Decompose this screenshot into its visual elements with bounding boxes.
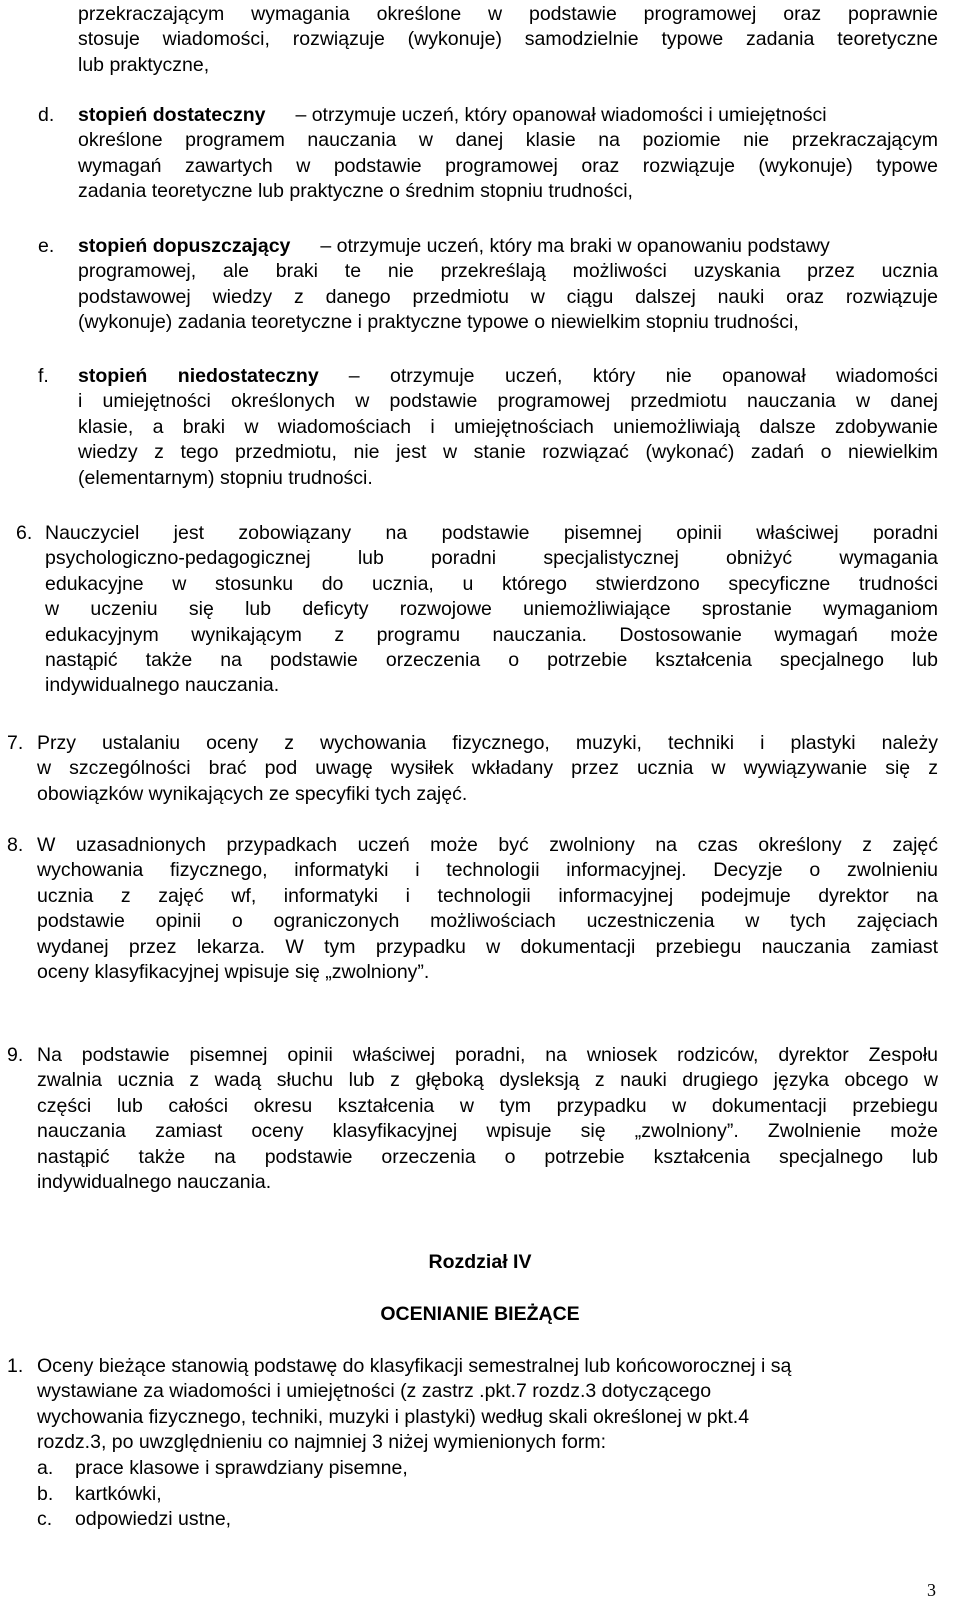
list-label-7: 7. bbox=[7, 732, 24, 754]
text-line: zadania teoretyczne lub praktyczne o średnim stopniu trudności, bbox=[78, 180, 633, 203]
text-segment: – otrzymuje uczeń, który nie opanował wiadomości bbox=[348, 365, 938, 387]
chapter-heading: Rozdział IV bbox=[428, 1251, 532, 1273]
section-heading: OCENIANIE BIEŻĄCE bbox=[380, 1303, 580, 1325]
list-label-9: 9. bbox=[7, 1044, 24, 1066]
item-9-paragraph bbox=[37, 1043, 938, 1195]
grade-d-paragraph bbox=[78, 103, 938, 205]
grade-e-paragraph bbox=[78, 234, 938, 336]
list-label-e: e. bbox=[38, 235, 55, 257]
grade-term: stopień dopuszczający bbox=[78, 235, 291, 257]
text-line: Oceny bieżące stanowią podstawę do klasyfikacji semestralnej lub końcoworocznej i są bbox=[37, 1355, 792, 1377]
text-line: lub praktyczne, bbox=[78, 53, 210, 76]
text-line: podstawie opinii o ograniczonych możliwościach uczestniczenia w tych zajęciach bbox=[37, 910, 938, 933]
text-line: wymagań zawartych w podstawie programowej oraz rozwiązuje (wykonuje) typowe bbox=[78, 154, 938, 177]
text-line: wiedzy z tego przedmiotu, nie jest w stanie rozwiązać (wykonać) zadań o niewielkim bbox=[78, 441, 938, 464]
list-label-8: 8. bbox=[7, 834, 24, 856]
text-line: oceny klasyfikacyjnej wpisuje się „zwolniony”. bbox=[37, 961, 430, 984]
list-label-6: 6. bbox=[16, 522, 33, 544]
item-6-paragraph bbox=[45, 521, 938, 699]
text-line bbox=[78, 103, 938, 128]
text-segment: – otrzymuje uczeń, który ma braki w opanowaniu podstawy bbox=[320, 235, 830, 257]
text-line: (elementarnym) stopniu trudności. bbox=[78, 466, 373, 489]
text-line: (wykonuje) zadania teoretyczne i praktyczne typowe o niewielkim stopniu trudności, bbox=[78, 311, 799, 334]
text-line: nastąpić także na podstawie orzeczenia o potrzebie kształcenia specjalnego lub bbox=[45, 649, 938, 672]
page-number: 3 bbox=[927, 1580, 936, 1600]
grade-term: stopień niedostateczny bbox=[78, 365, 319, 387]
text-line: wychowania fizycznego, informatyki i technologii informacyjnej. Decyzje o zwolnieniu bbox=[37, 859, 938, 882]
text-line: Na podstawie pisemnej opinii właściwej poradni, na wniosek rodziców, dyrektor Zespołu bbox=[37, 1044, 938, 1066]
text-line: wychowania fizycznego, techniki, muzyki i plastyki) według skali określonej w pkt.4 bbox=[37, 1405, 750, 1428]
text-segment: – otrzymuje uczeń, który opanował wiadomości i umiejętności bbox=[295, 104, 827, 126]
text-line: rozdz.3, po uwzględnieniu co najmniej 3 niżej wymienionych form: bbox=[37, 1431, 607, 1454]
text-line: W uzasadnionych przypadkach uczeń może być zwolniony na czas określony z zajęć bbox=[37, 834, 938, 856]
text-line: części lub całości okresu kształcenia w tym przypadku w dokumentacji przebiegu bbox=[37, 1094, 938, 1117]
list-label-f: f. bbox=[38, 365, 49, 387]
grade-f-paragraph bbox=[78, 364, 938, 491]
text-line: w szczególności brać pod uwagę wysiłek wkładany przez ucznia w wywiązywanie się z bbox=[37, 757, 938, 780]
continuation-paragraph bbox=[78, 2, 938, 78]
text-line: edukacyjne w stosunku do ucznia, u którego stwierdzono specyficzne trudności bbox=[45, 572, 938, 595]
text-line: wystawiane za wiadomości i umiejętności (z zastrz .pkt.7 rozdz.3 dotyczącego bbox=[37, 1380, 712, 1403]
text-line: edukacyjnym wynikającym z programu nauczania. Dostosowanie wymagań może bbox=[45, 623, 938, 646]
text-line: nastąpić także na podstawie orzeczenia o potrzebie kształcenia specjalnego lub bbox=[37, 1145, 938, 1168]
list-label-1: 1. bbox=[7, 1355, 24, 1377]
text-line: Przy ustalaniu oceny z wychowania fizycznego, muzyki, techniki i plastyki należy bbox=[37, 732, 938, 754]
form-label-a: a. bbox=[37, 1457, 54, 1479]
grade-term: stopień dostateczny bbox=[78, 104, 266, 126]
form-text-c: odpowiedzi ustne, bbox=[75, 1508, 232, 1530]
text-line: obowiązków wynikających ze specyfiki tych zajęć. bbox=[37, 782, 468, 805]
text-line: indywidualnego nauczania. bbox=[45, 674, 280, 697]
form-label-c: c. bbox=[37, 1508, 53, 1530]
text-line: nauczania zamiast oceny klasyfikacyjnej wpisuje się „zwolniony”. Zwolnienie może bbox=[37, 1120, 938, 1143]
text-line: psychologiczno-pedagogicznej lub poradni specjalistycznej obniżyć wymagania bbox=[45, 547, 938, 570]
text-line: przekraczającym wymagania określone w podstawie programowej oraz poprawnie bbox=[78, 3, 938, 25]
item-8-paragraph bbox=[37, 833, 938, 985]
text-line: wydanej przez lekarza. W tym przypadku w dokumentacji przebiegu nauczania zamiast bbox=[37, 935, 938, 958]
text-line bbox=[78, 234, 938, 259]
text-line: Nauczyciel jest zobowiązany na podstawie pisemnej opinii właściwej poradni bbox=[45, 522, 938, 544]
text-line: programowej, ale braki te nie przekreślają możliwości uzyskania przez ucznia bbox=[78, 260, 938, 283]
item-7-paragraph bbox=[37, 731, 938, 807]
form-text-a: prace klasowe i sprawdziany pisemne, bbox=[75, 1457, 408, 1479]
item-1-paragraph bbox=[37, 1354, 938, 1456]
text-line: zwalnia ucznia z wadą słuchu lub z głęboką dysleksją z nauki drugiego języka obcego w bbox=[37, 1069, 938, 1092]
list-label-d: d. bbox=[38, 104, 55, 126]
text-line: określone programem nauczania w danej klasie na poziomie nie przekraczającym bbox=[78, 129, 938, 152]
text-line bbox=[78, 364, 938, 389]
form-label-b: b. bbox=[37, 1483, 54, 1505]
text-line: klasie, a braki w wiadomościach i umiejętnościach uniemożliwiają dalsze zdobywanie bbox=[78, 415, 938, 438]
text-line: stosuje wiadomości, rozwiązuje (wykonuje) samodzielnie typowe zadania teoretyczne bbox=[78, 28, 938, 51]
text-line: w uczeniu się lub deficyty rozwojowe uniemożliwiające sprostanie wymaganiom bbox=[45, 598, 938, 621]
text-line: i umiejętności określonych w podstawie programowej przedmiotu nauczania w danej bbox=[78, 390, 938, 413]
text-line: ucznia z zajęć wf, informatyki i technologii informacyjnej podejmuje dyrektor na bbox=[37, 884, 938, 907]
form-text-b: kartkówki, bbox=[75, 1483, 162, 1505]
text-line: indywidualnego nauczania. bbox=[37, 1171, 272, 1194]
text-line: podstawowej wiedzy z danego przedmiotu w ciągu dalszej nauki oraz rozwiązuje bbox=[78, 285, 938, 308]
